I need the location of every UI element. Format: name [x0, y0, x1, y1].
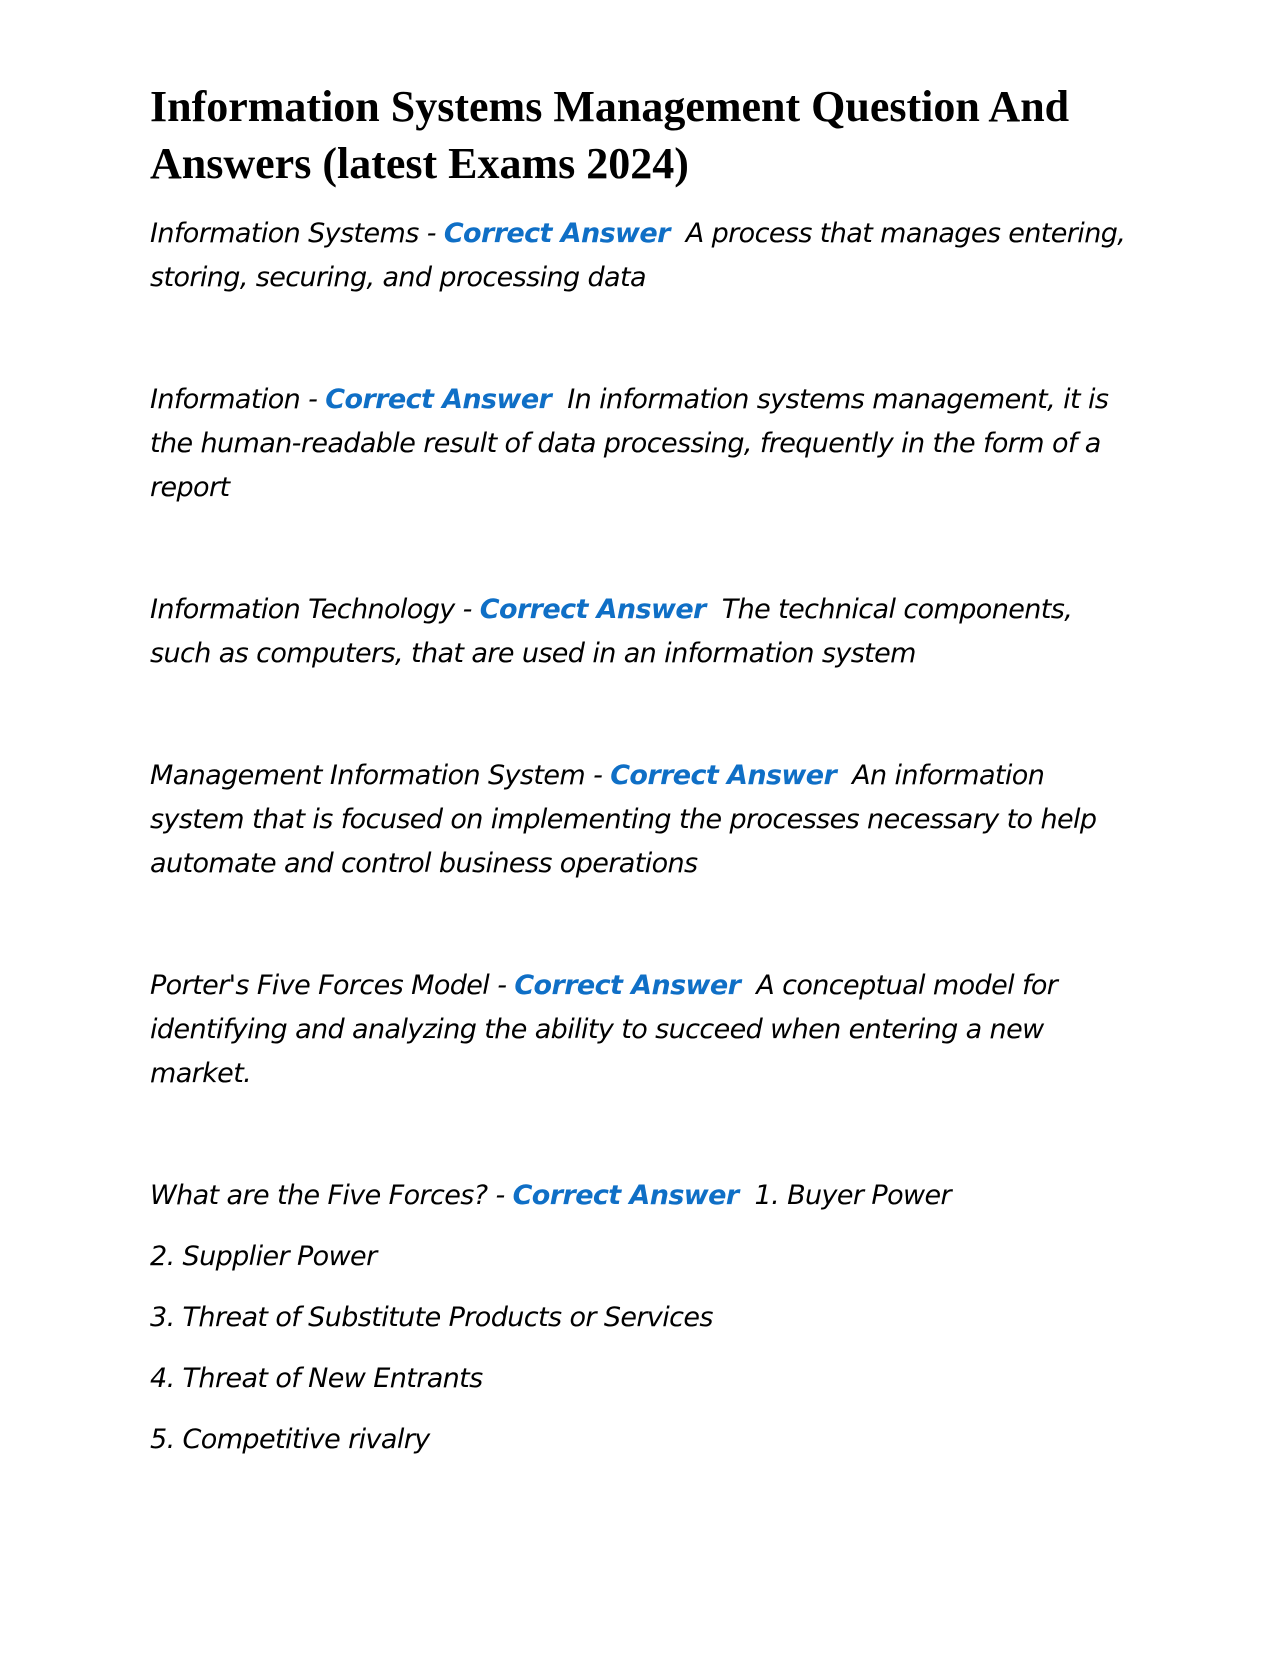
qa-item	[150, 964, 1130, 1096]
five-forces-list-item: 4. Threat of New Entrants	[150, 1363, 483, 1394]
question-term: Information Systems	[150, 218, 419, 249]
correct-answer-label: Correct Answer	[443, 218, 670, 249]
separator: -	[593, 760, 603, 791]
question-term: Information	[150, 384, 301, 415]
question-term: Management Information System	[150, 760, 586, 791]
question-term: Porter's Five Forces Model	[150, 970, 490, 1001]
qa-item	[150, 754, 1130, 886]
correct-answer-label: Correct Answer	[325, 384, 552, 415]
document-page	[150, 78, 1130, 1462]
page-title: Information Systems Management Question And Answers (latest Exams 2024)	[150, 82, 1070, 188]
separator: -	[426, 218, 436, 249]
correct-answer-label: Correct Answer	[610, 760, 837, 791]
five-forces-list-item: 3. Threat of Substitute Products or Services	[150, 1302, 713, 1333]
separator: -	[462, 594, 472, 625]
qa-item	[150, 1174, 1130, 1218]
separator: -	[308, 384, 318, 415]
qa-item	[150, 588, 1130, 676]
qa-item	[150, 378, 1130, 510]
question-term: What are the Five Forces?	[150, 1180, 488, 1211]
question-term: Information Technology	[150, 594, 455, 625]
answer-text: A process that manages entering, storing, securing, and processing data	[150, 218, 1126, 293]
separator: -	[497, 970, 507, 1001]
separator: -	[495, 1180, 505, 1211]
answer-text: In information systems management, it is the human-readable result of data processing, frequently in the form of a report	[150, 384, 1109, 503]
correct-answer-label: Correct Answer	[514, 970, 741, 1001]
five-forces-list-item: 2. Supplier Power	[150, 1241, 377, 1272]
correct-answer-label: Correct Answer	[479, 594, 706, 625]
answer-text: An information system that is focused on implementing the processes necessary to help automate and control business operations	[150, 760, 1097, 879]
qa-item	[150, 212, 1130, 300]
answer-text: The technical components, such as computers, that are used in an information system	[150, 594, 1073, 669]
answer-text: A conceptual model for identifying and analyzing the ability to succeed when entering a new market.	[150, 970, 1058, 1089]
correct-answer-label: Correct Answer	[512, 1180, 739, 1211]
five-forces-list-item: 5. Competitive rivalry	[150, 1424, 430, 1455]
answer-text: 1. Buyer Power	[754, 1180, 951, 1211]
